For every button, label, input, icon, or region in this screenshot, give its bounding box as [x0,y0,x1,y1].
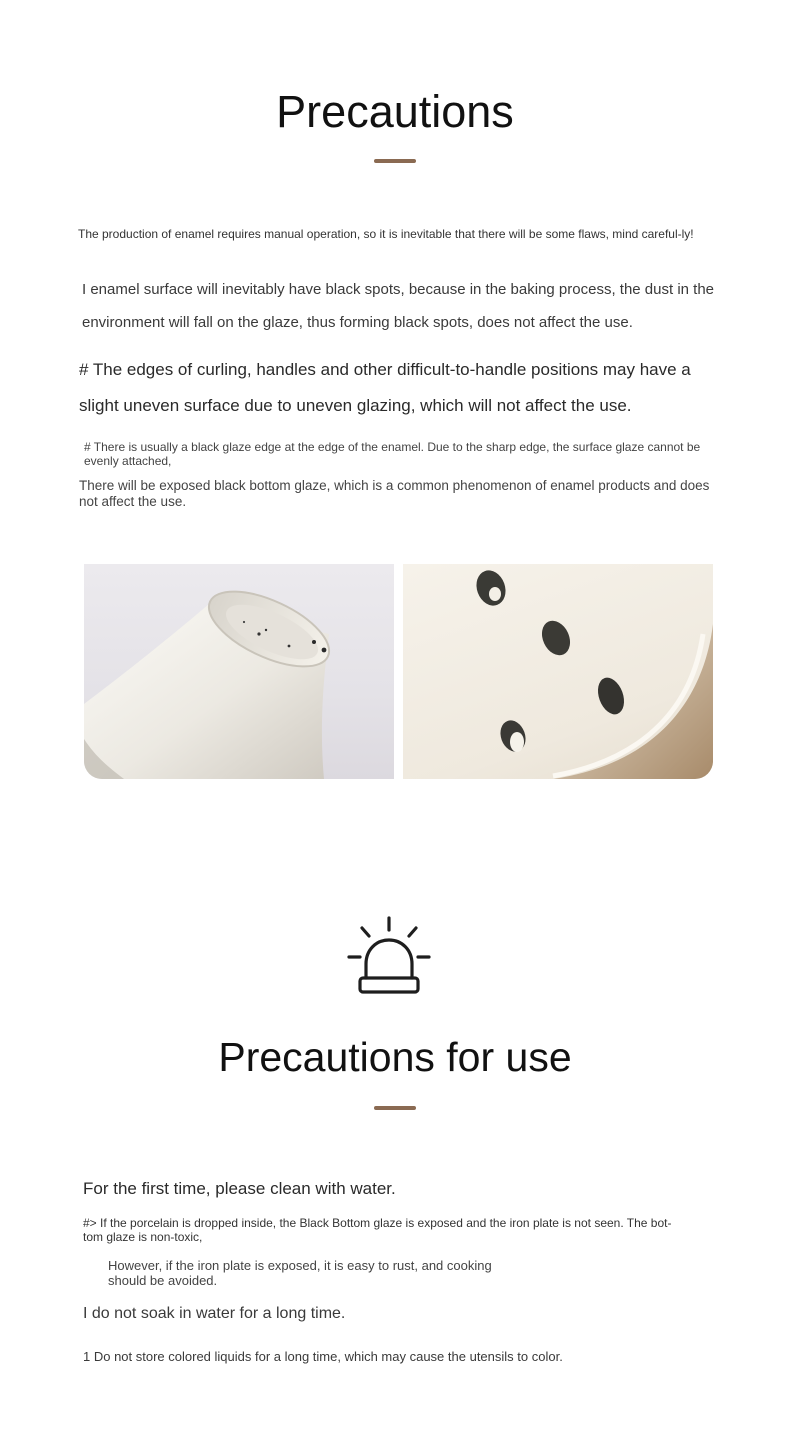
section-title-precautions-for-use: Precautions for use [218,1034,572,1080]
colored-liquids-note: 1 Do not store colored liquids for a long time, which may cause the utensils to color. [83,1349,563,1364]
iron-plate-note: However, if the iron plate is exposed, it is easy to rust, and cooking should be avoided. [108,1258,492,1289]
section-divider [374,1106,416,1110]
enamel-plate-photo [403,564,713,779]
alarm-siren-icon [346,914,432,998]
page-title: Precautions [276,86,514,137]
dropped-note: #> If the porcelain is dropped inside, the Black Bottom glaze is exposed and the iron plate is not seen. The bot-tom glaze is non-toxic, [83,1216,672,1245]
black-spots-line-2: environment will fall on the glaze, thus forming black spots, does not affect the use. [82,314,633,331]
intro-note: The production of enamel requires manual operation, so it is inevitable that there will be some flaws, mind careful-ly! [78,227,694,241]
no-soak-note: I do not soak in water for a long time. [83,1305,346,1322]
black-spots-line-1: I enamel surface will inevitably have black spots, because in the baking process, the dust in the [82,281,715,298]
edges-line-1: # The edges of curling, handles and other difficult-to-handle positions may have a [79,360,691,379]
bottom-glaze-note: There will be exposed black bottom glaze, which is a common phenomenon of enamel products and does not affect the use. [79,478,710,509]
edges-line-2: slight uneven surface due to uneven glazing, which will not affect the use. [79,396,632,415]
title-divider [374,159,416,163]
first-time-note: For the first time, please clean with water. [83,1179,396,1198]
enamel-spout-photo [84,564,394,779]
glaze-edge-note: # There is usually a black glaze edge at the edge of the enamel. Due to the sharp edge, the surface glaze cannot be evenly attached, [84,440,701,469]
